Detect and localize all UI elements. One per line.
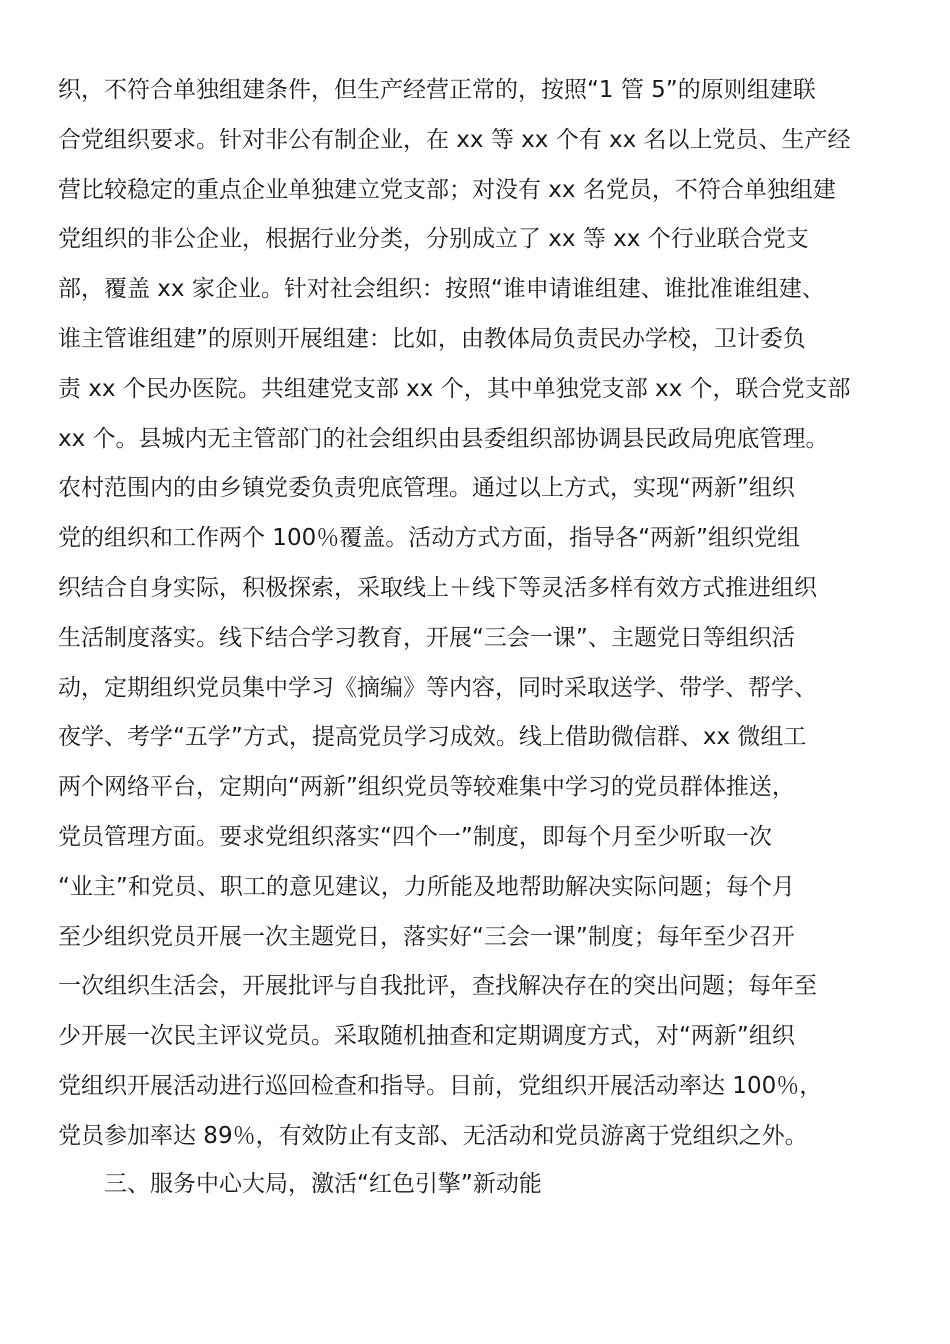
paragraph-line-6: 谁主管谁组建”的原则开展组建：比如，由教体局负责民办学校，卫计委负 [58,325,806,352]
paragraph-line-21: 党组织开展活动进行巡回检查和指导。目前，党组织开展活动率达 100％， [58,1072,823,1099]
paragraph-line-22: 党员参加率达 89％，有效防止有支部、无活动和党员游离于党组织之外。 [58,1122,808,1149]
paragraph-line-3: 营比较稳定的重点企业单独建立党支部；对没有 xx 名党员，不符合单独组建 [58,176,836,203]
paragraph-line-9: 农村范围内的由乡镇党委负责兜底管理。通过以上方式，实现“两新”组织 [58,475,795,502]
paragraph-line-7: 责 xx 个民办医院。共组建党支部 xx 个，其中单独党支部 xx 个，联合党支部 [58,375,851,402]
paragraph-line-17: “业主”和党员、职工的意见建议，力所能及地帮助解决实际问题；每个月 [58,873,795,900]
paragraph-line-15: 两个网络平台，定期向“两新”组织党员等较难集中学习的党员群体推送， [58,774,795,801]
paragraph-line-4: 党组织的非公企业，根据行业分类，分别成立了 xx 等 xx 个行业联合党支 [58,226,809,253]
body-paragraph [58,66,894,1162]
paragraph-line-13: 动，定期组织党员集中学习《摘编》等内容，同时采取送学、带学、帮学、 [58,674,817,701]
paragraph-line-8: xx 个。县城内无主管部门的社会组织由县委组织部协调县民政局兜底管理。 [58,425,829,452]
paragraph-line-19: 一次组织生活会，开展批评与自我批评，查找解决存在的突出问题；每年至 [58,973,817,1000]
paragraph-line-20: 少开展一次民主评议党员。采取随机抽查和定期调度方式，对“两新”组织 [58,1023,795,1050]
paragraph-line-16: 党员管理方面。要求党组织落实“四个一”制度，即每个月至少听取一次 [58,823,772,850]
paragraph-line-10: 党的组织和工作两个 100％覆盖。活动方式方面，指导各“两新”组织党组 [58,525,801,552]
paragraph-line-12: 生活制度落实。线下结合学习教育，开展“三会一课”、主题党日等组织活 [58,624,795,651]
paragraph-line-1: 织，不符合单独组建条件，但生产经营正常的，按照“1 管 5”的原则组建联 [58,77,816,103]
paragraph-line-5: 部，覆盖 xx 家企业。针对社会组织：按照“谁申请谁组建、谁批准谁组建、 [58,276,825,303]
section-heading: 三、服务中心大局，激活“红色引擎”新动能 [104,1171,542,1197]
paragraph-line-14: 夜学、考学“五学”方式，提高党员学习成效。线上借助微信群、xx 微组工 [58,724,807,751]
paragraph-line-11: 织结合自身实际，积极探索，采取线上＋线下等灵活多样有效方式推进组织 [58,574,817,601]
paragraph-line-18: 至少组织党员开展一次主题党日，落实好“三会一课”制度；每年至少召开 [58,923,795,950]
paragraph-line-2: 合党组织要求。针对非公有制企业，在 xx 等 xx 个有 xx 名以上党员、生产经 [58,126,851,153]
